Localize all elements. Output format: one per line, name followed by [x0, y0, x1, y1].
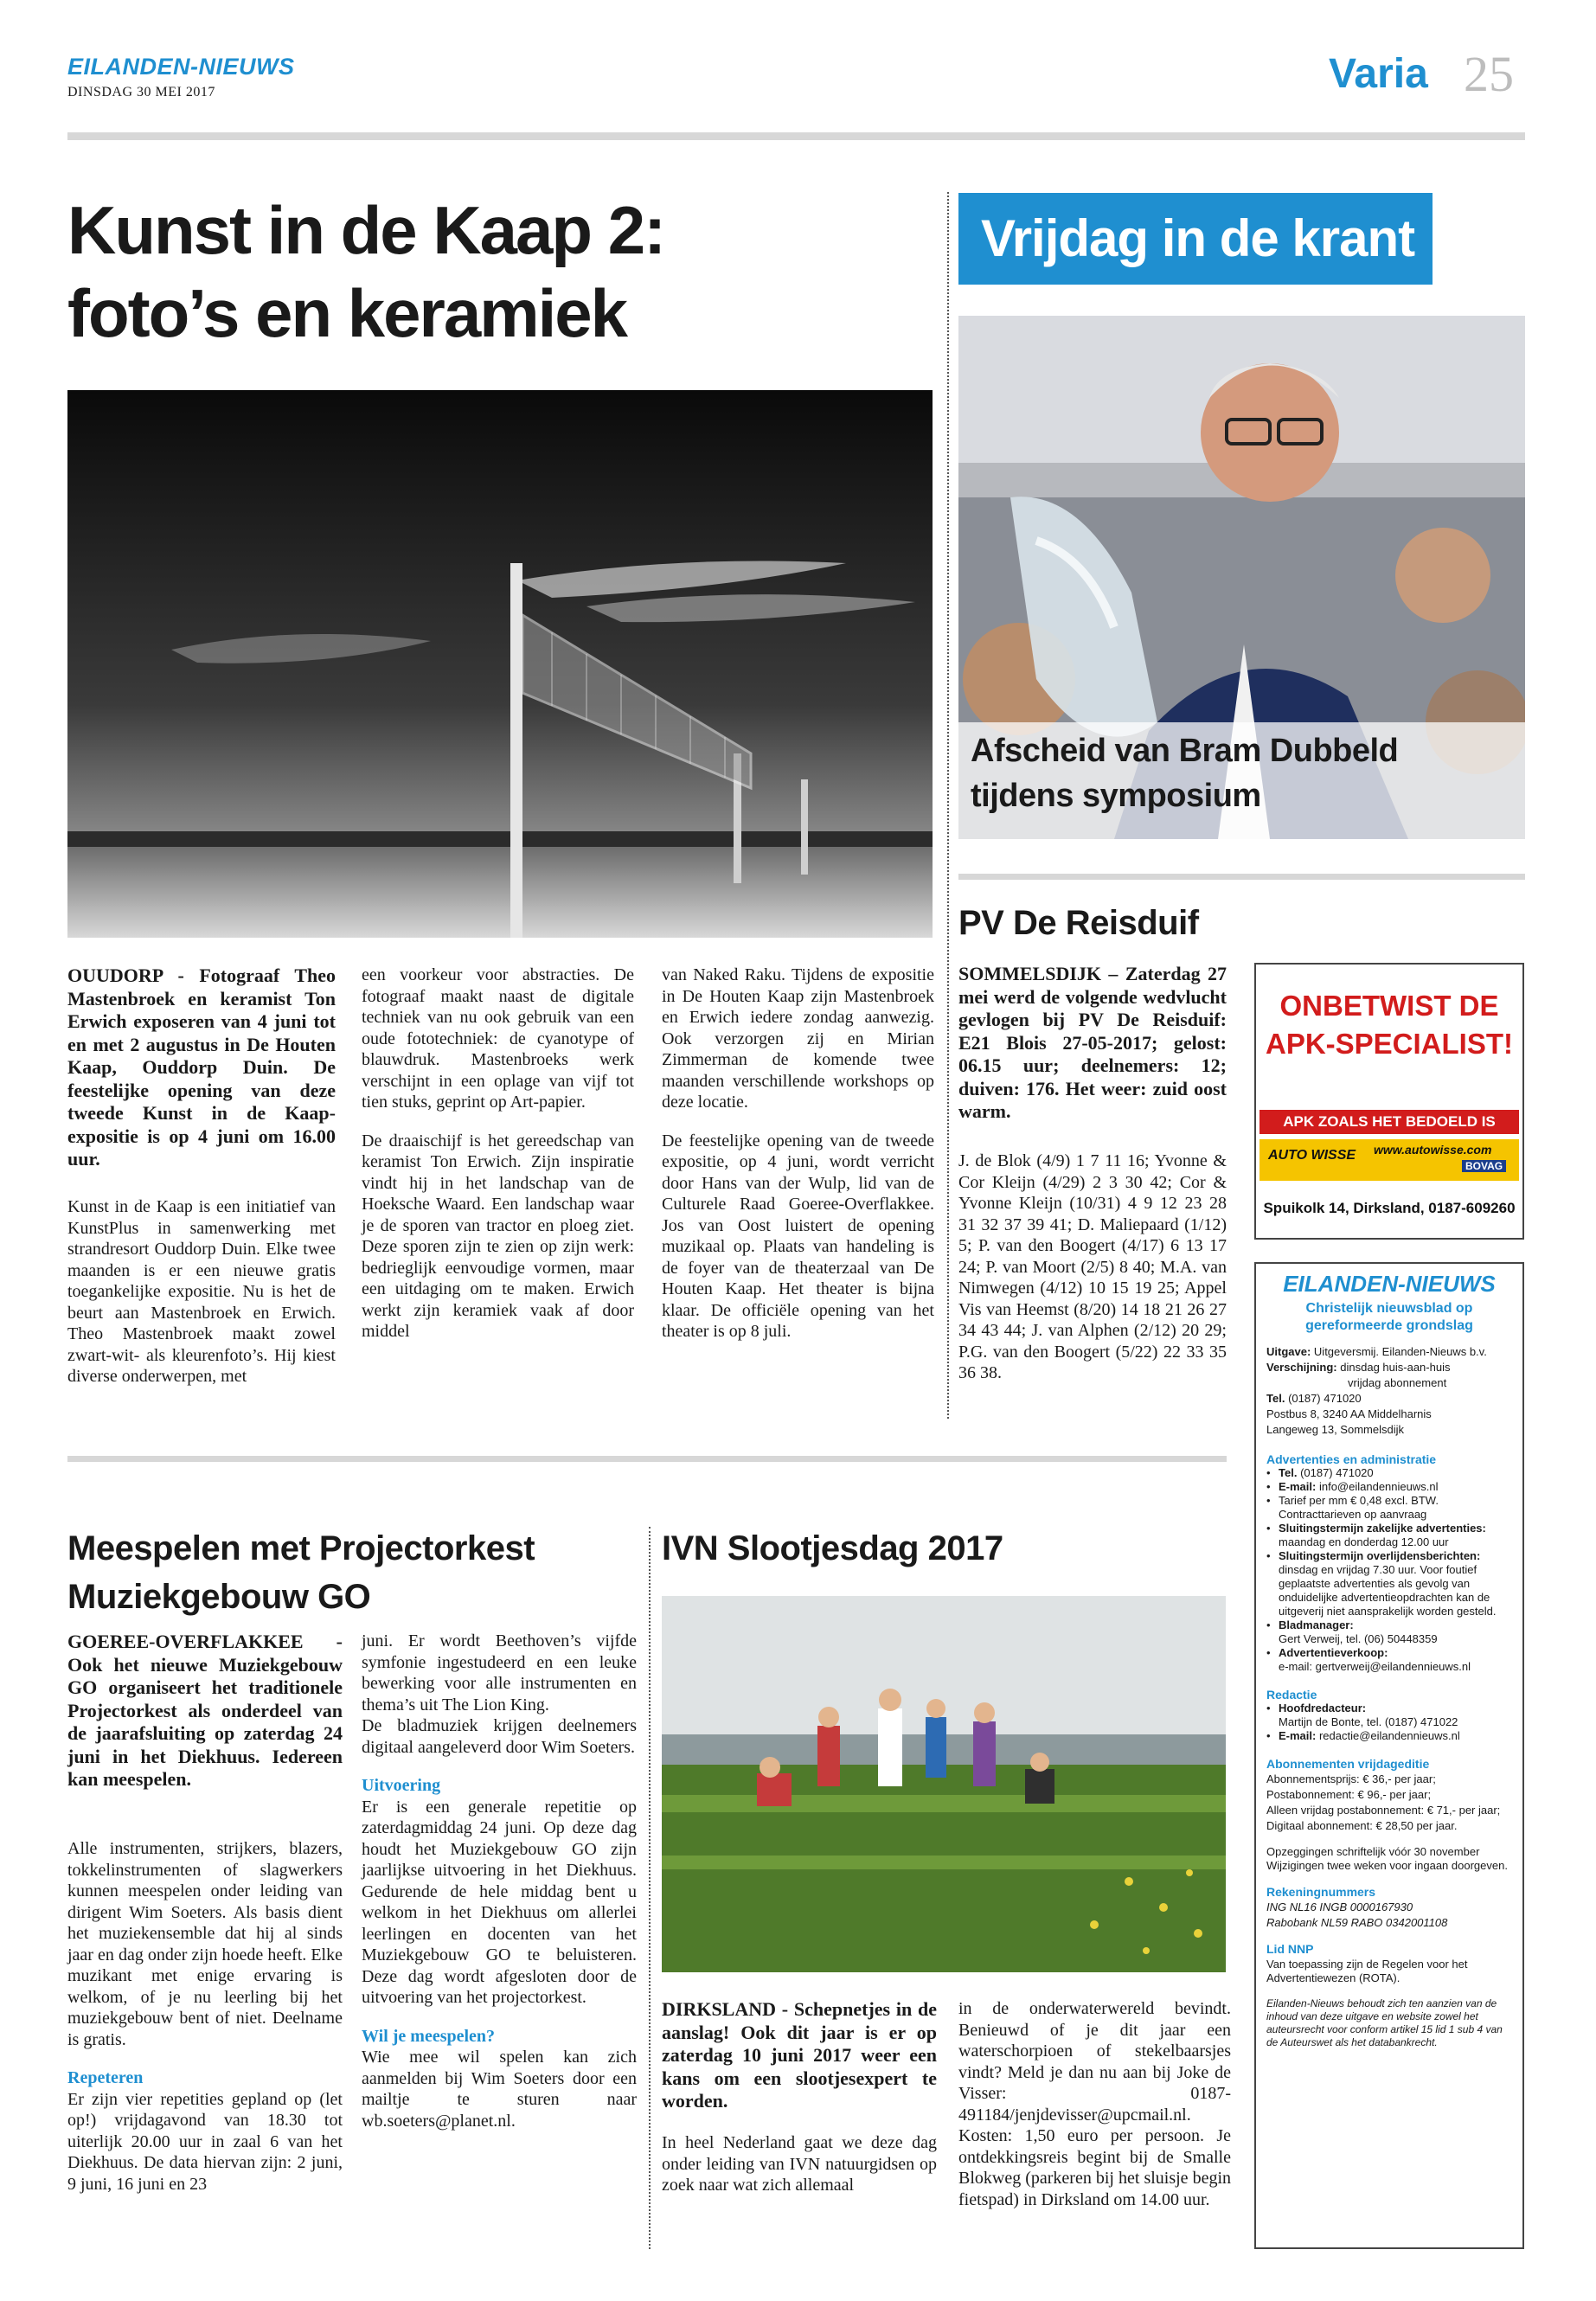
verschijning-value-1: dinsdag huis-aan-huis — [1340, 1361, 1451, 1374]
ad-bovag-badge: BOVAG — [1462, 1160, 1506, 1172]
uitgave-value: Uitgeversmij. Eilanden-Nieuws b.v. — [1313, 1345, 1487, 1358]
friday-caption — [971, 728, 1516, 818]
adv-tarief: • Tarief per mm € 0,48 excl. BTW. Contracttarieven op aanvraag — [1266, 1494, 1512, 1522]
abo-2: Postabonnement: € 96,- per jaar; — [1266, 1788, 1432, 1801]
body-go-col1 — [67, 1838, 343, 2195]
body-kunst-col2-p1: een voorkeur voor abstracties. De fotograaf maakt naast de digitale techniek van nu ook gebruik van een oude fototechniek: de cyanotype of blauwdruk. Mastenbroeks werk verschijnt in een oplage van vijf tot tien stuks, geprint op Art-papier. — [362, 965, 634, 1112]
headline-kunst-line2: foto’s en keramiek — [67, 275, 627, 351]
abo-1: Abonnementsprijs: € 36,- per jaar; — [1266, 1772, 1436, 1785]
verschijning-label: Verschijning: — [1266, 1361, 1337, 1374]
tel-label: Tel. — [1266, 1392, 1285, 1405]
friday-caption-line1: Afscheid van Bram Dubbeld — [971, 733, 1399, 769]
bladmanager-value: Gert Verweij, tel. (06) 50448359 — [1279, 1632, 1438, 1645]
sluiting-zakelijk-label: Sluitingstermijn zakelijke advertenties: — [1279, 1522, 1486, 1535]
abo-3: Alleen vrijdag postabonnement: € 71,- per jaar; — [1266, 1804, 1501, 1817]
hoofdredacteur — [1266, 1702, 1512, 1729]
body-ivn-col1: In heel Nederland gaat we deze dag onder leiding van IVN natuurgidsen op zoek naar wat zich allemaal — [662, 2133, 937, 2195]
adv-email-label: E-mail: — [1279, 1480, 1317, 1493]
adv-list — [1266, 1466, 1512, 1674]
friday-rule — [958, 874, 1525, 880]
colophon-title: EILANDEN-NIEUWS — [1283, 1271, 1496, 1297]
rek-2: Rabobank NL59 RABO 0342001108 — [1266, 1916, 1448, 1929]
red-email-value[interactable]: redactie@eilandennieuws.nl — [1318, 1729, 1460, 1742]
column-divider — [947, 192, 949, 1419]
headline-reisduif: PV De Reisduif — [958, 904, 1199, 942]
headline-go — [67, 1524, 638, 1621]
headline-ivn: IVN Slootjesdag 2017 — [662, 1529, 1003, 1567]
lead-kunst: OUUDORP - Fotograaf Theo Mastenbroek en keramist Ton Erwich exposeren van 4 juni tot en met 2 augustus in De Houten Kaap, Ouddorp Duin. De feestelijke opening van deze tweede Kunst in de Kaap-expositie is op 4 juni om 16.00 uur. — [67, 965, 336, 1170]
sluiting-zakelijk — [1266, 1522, 1512, 1549]
ad-slogan — [1256, 987, 1522, 1063]
tel-value: (0187) 471020 — [1288, 1392, 1362, 1405]
sluiting-overlijden-value: dinsdag en vrijdag 7.30 uur. Voor foutief geplaatste advertenties als gevolg van onduidelijke advertentieopdrachten kan de uitgeverij niet aansprakelijk worden gesteld. — [1279, 1563, 1497, 1618]
red-email-label: E-mail: — [1279, 1729, 1317, 1742]
opzegging: Opzeggingen schriftelijk vóór 30 november Wijzigingen twee weken voor ingaan doorgeven. — [1266, 1845, 1508, 1872]
body-go-col2-p4: Wie mee wil spelen kan zich aanmelden bij Wim Soeters door een mailtje te sturen naar wb.soeters@planet.nl. — [362, 2048, 637, 2131]
colophon-subtitle-line2: gereformeerde grondslag — [1305, 1318, 1473, 1333]
subhead-repeteren: Repeteren — [67, 2068, 144, 2087]
adres: Langeweg 13, Sommelsdijk — [1266, 1423, 1404, 1436]
colophon-subtitle-line1: Christelijk nieuwsblad op — [1305, 1301, 1473, 1316]
ad-slogan-line1: ONBETWIST DE — [1279, 990, 1499, 1022]
ad-address: Spuikolk 14, Dirksland, 0187-609260 — [1263, 1200, 1516, 1216]
body-go-col2-p3: Er is een generale repetitie op zaterdagmiddag 24 juni. Op deze dag houdt het Muziekgebouw GO zijn jaarlijkse uitvoering in het Diekhuus. Gedurende de hele middag bent u welkom in het Diekhuus om allerlei leerlingen en docenten van het Muziekgebouw GO te beluisteren. Deze dag wordt afgesloten door de uitvoering van het projectorkest. — [362, 1797, 637, 2007]
redactie-email[interactable] — [1266, 1729, 1512, 1743]
friday-caption-line2: tijdens symposium — [971, 778, 1261, 814]
friday-banner: Vrijdag in de krant — [958, 193, 1433, 285]
redactie-list — [1266, 1702, 1512, 1743]
body-go-col2 — [362, 1631, 637, 2131]
sluiting-overlijden — [1266, 1549, 1512, 1618]
redactie-head: Redactie — [1266, 1688, 1317, 1702]
hoofdred-value: Martijn de Bonte, tel. (0187) 471022 — [1279, 1715, 1458, 1728]
column-divider-lower — [649, 1527, 651, 2249]
mid-page-rule — [67, 1456, 1227, 1462]
bladmanager — [1266, 1618, 1512, 1646]
abo-head: Abonnementen vrijdageditie — [1266, 1757, 1430, 1771]
abo-4: Digitaal abonnement: € 28,50 per jaar. — [1266, 1819, 1458, 1832]
colophon-subtitle — [1266, 1300, 1512, 1335]
rek-head: Rekeningnummers — [1266, 1885, 1376, 1899]
lead-reisduif: SOMMELSDIJK – Zaterdag 27 mei werd de volgende wedvlucht gevlogen bij PV De Reisduif: E21 Blois 27-05-2017; gelost: 06.15 uur; deelnemers: 12; duiven: 176. Het weer: zuid oost warm. — [958, 963, 1227, 1122]
adv-tel-label: Tel. — [1279, 1466, 1298, 1479]
body-go-col2-p2: De bladmuziek krijgen deelnemers digitaal aangeleverd door Wim Soeters. — [362, 1716, 637, 1757]
verkoop-label: Advertentieverkoop: — [1279, 1646, 1388, 1659]
adv-email-value[interactable]: info@eilandennieuws.nl — [1318, 1480, 1439, 1493]
verkoop-value[interactable]: e-mail: gertverweij@eilandennieuws.nl — [1279, 1660, 1471, 1673]
ad-brand: AUTO WISSE — [1268, 1148, 1356, 1163]
ad-url: www.autowisse.com — [1374, 1143, 1492, 1157]
page-number: 25 — [1464, 46, 1514, 102]
adv-tel — [1266, 1466, 1512, 1480]
rek-1: ING NL16 INGB 0000167930 — [1266, 1900, 1413, 1913]
advertentieverkoop — [1266, 1646, 1512, 1674]
adv-email[interactable] — [1266, 1480, 1512, 1494]
children-in-field-photo — [662, 1596, 1226, 1972]
volleyball-net-beach-photo — [67, 390, 933, 938]
headline-go-line2: Muziekgebouw GO — [67, 1578, 371, 1616]
headline-kunst — [67, 189, 933, 355]
nnp-text: Van toepassing zijn de Regelen voor het Advertentiewezen (ROTA). — [1266, 1958, 1468, 1984]
bladmanager-label: Bladmanager: — [1279, 1618, 1354, 1631]
subhead-meespelen: Wil je meespelen? — [362, 2026, 496, 2046]
adv-tel-value: (0187) 471020 — [1300, 1466, 1374, 1479]
ad-strip: APK ZOALS HET BEDOELD IS — [1259, 1110, 1519, 1134]
lead-go: GOEREE-OVERFLAKKEE - Ook het nieuwe Muziekgebouw GO organiseert het traditionele Projectorkest als onderdeel van de jaarafsluiting op zaterdag 24 juni in het Diekhuus. Iedereen kan meespelen. — [67, 1631, 343, 1790]
disclaimer: Eilanden-Nieuws behoudt zich ten aanzien van de inhoud van deze uitgave en website zowel het auteursrecht voor conform artikel 15 lid 1 sub 4 van de Auteurswet als het databankrecht. — [1266, 1997, 1503, 2048]
sluiting-overlijden-label: Sluitingstermijn overlijdensberichten: — [1279, 1549, 1481, 1562]
hoofdred-label: Hoofdredacteur: — [1279, 1702, 1367, 1715]
paper-logo: EILANDEN-NIEUWS — [67, 54, 295, 80]
body-go-col2-p1: juni. Er wordt Beethoven’s vijfde symfonie ingestudeerd en een leuke bewerking voor alle instrumenten en thema’s uit The Lion King. — [362, 1631, 637, 1715]
uitgave-label: Uitgave: — [1266, 1345, 1311, 1358]
body-kunst-col2-p2: De draaischijf is het gereedschap van keramist Ton Erwich. Zijn inspiratie vindt hij in het landschap van de Hoeksche Waard. Een landschap waar je de sporen van tractor en ploeg ziet. Deze sporen zijn te zien op zijn werk: bedrieglijk eenvoudige vormen, maar een uitdaging om te maken. Erwich werkt zijn keramiek vaak af door middel — [362, 1131, 634, 1341]
subhead-uitvoering: Uitvoering — [362, 1776, 441, 1795]
body-kunst-col1: Kunst in de Kaap is een initiatief van KunstPlus in samenwerking met strandresort Ouddorp Duin. Elke twee maanden is er een nieuwe gratis toegankelijke expositie. Nu is het de beurt aan Mastenbroek en Erwich. Theo Mastenbroek maakt zowel zwart-wit- als kleurenfoto’s. Hij kiest diverse onderwerpen, met — [67, 1197, 336, 1386]
adv-head: Advertenties en administratie — [1266, 1452, 1437, 1466]
postbus: Postbus 8, 3240 AA Middelharnis — [1266, 1407, 1432, 1420]
lead-ivn: DIRKSLAND - Schepnetjes in de aanslag! Ook dit jaar is er op zaterdag 10 juni 2017 weer een kans om een slootjesexpert te worden. — [662, 1998, 937, 2112]
nnp-head: Lid NNP — [1266, 1942, 1314, 1956]
body-go-col1-p2: Er zijn vier repetities gepland op (let op!) vrijdagavond van 18.30 tot uiterlijk 20.00 uur in zaal 6 van het Diekhuus. De data hiervan zijn: 2 juni, 9 juni, 16 juni en 23 — [67, 2089, 343, 2194]
body-kunst-col3-p1: van Naked Raku. Tijdens de expositie in De Houten Kaap zijn Mastenbroek en Erwich iedere zondag aanwezig. Ook verzorgen zij en Mirian Zimmerman de komende twee maanden verschillende workshops op deze locatie. — [662, 965, 934, 1112]
section-label: Varia — [1329, 51, 1428, 97]
body-kunst-col3-p2: De feestelijke opening van de tweede expositie, op 4 juni, wordt verricht door Hans van der Wulp, lid van de Culturele Raad Goeree-Overflakkee. Jos van Oost luistert de opening muzikaal op. Plaats van handeling is de foyer van de theaterzaal van De Houten Kaap. Het theater is bijna klaar. De officiële opening van het theater is op 8 juli. — [662, 1131, 934, 1341]
masthead-rule — [67, 132, 1525, 140]
verschijning-value-2: vrijdag abonnement — [1348, 1376, 1447, 1389]
apk-advertisement — [1254, 963, 1524, 1240]
body-kunst-col3 — [662, 965, 934, 1343]
body-kunst-col2 — [362, 965, 634, 1343]
headline-go-line1: Meespelen met Projectorkest — [67, 1529, 535, 1567]
body-ivn-col2: in de onderwaterwereld bevindt. Benieuwd of je dit jaar een waterschorpioen of stekelbaarsjes vindt? Meld je dan nu aan bij Joke de Visser: 0187-491184/jenjdevisser@upcmail.nl. Kosten: 1,50 euro per persoon. Je ontdekkingsreis begint bij de Smalle Blokweg (parkeren bij het sluisje begin fietspad) in Dirksland om 14.00 uur. — [958, 1999, 1231, 2209]
body-reisduif: J. de Blok (4/9) 1 7 11 16; Yvonne & Cor Kleijn (4/29) 2 3 30 42; Cor & Yvonne Kleijn (10/31) 4 9 12 23 28 31 32 37 39 41; D. Maliepaard (1/12) 5; P. van den Boogert (4/17) 6 13 17 24; P. van Moort (2/5) 8 40; M.A. van Nimwegen (4/12) 10 15 19 25; Appel Vis van Heemst (8/20) 14 18 21 26 27 34 43 44; J. van Alphen (2/12) 20 29; P.G. van den Boogert (5/22) 22 33 35 36 38. — [958, 1151, 1227, 1382]
body-go-col1-p1: Alle instrumenten, strijkers, blazers, tokkelinstrumenten of slagwerkers kunnen meespelen onder leiding van dirigent Wim Soeters. Als basis dient het muziekensemble dat hij al sinds jaar en dag onder zijn hoede heeft. Elke muzikant met enige ervaring is welkom, of je nu leerling bij het muziekgebouw bent of niet. Deelname is gratis. — [67, 1839, 343, 2049]
colophon-box — [1254, 1262, 1524, 2249]
ad-slogan-line2: APK-SPECIALIST! — [1265, 1028, 1513, 1060]
sluiting-zakelijk-value: maandag en donderdag 12.00 uur — [1279, 1535, 1449, 1548]
headline-kunst-line1: Kunst in de Kaap 2: — [67, 192, 665, 268]
issue-date: DINSDAG 30 MEI 2017 — [67, 85, 215, 99]
